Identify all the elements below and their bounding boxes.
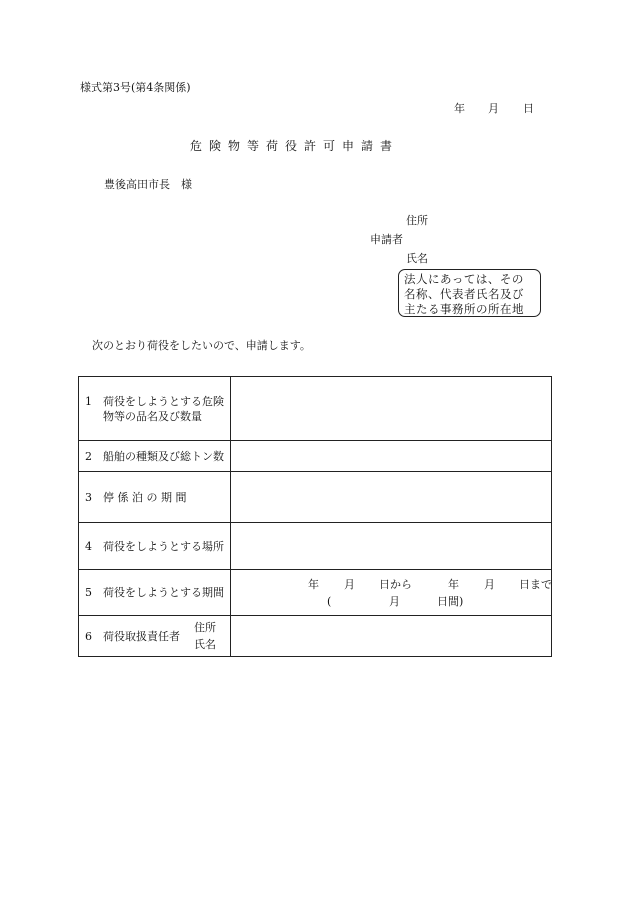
date-year-label: 年 (454, 102, 465, 115)
row-number: 1 (85, 394, 92, 408)
corporate-note (404, 272, 524, 317)
application-table (78, 376, 552, 657)
row-label (79, 441, 231, 472)
form-number: 様式第3号(第4条関係) (80, 81, 191, 94)
handling-manager-field[interactable] (231, 616, 552, 657)
row-label-text: 船舶の種類及び総トン数 (103, 449, 224, 463)
period-from-year: 年 (308, 577, 319, 591)
row-label-text: 荷役取扱責任者 (103, 629, 180, 643)
row-label (79, 570, 231, 616)
row-number: 5 (85, 586, 92, 599)
handling-period-field[interactable] (231, 570, 552, 616)
applicant-address-label: 住所 (406, 214, 428, 227)
table-row (79, 616, 552, 657)
corporate-note-line: 名称、代表者氏名及び (404, 287, 524, 301)
period-span-month: 月 (389, 594, 400, 608)
date-day-label: 日 (523, 102, 534, 115)
table-row (79, 441, 552, 472)
row-label (79, 472, 231, 523)
period-from-month: 月 (344, 577, 355, 591)
applicant-label: 申請者 (370, 233, 403, 246)
applicant-name-label: 氏名 (406, 252, 428, 265)
period-span-day: 日間) (437, 594, 464, 608)
manager-name-label: 氏名 (194, 638, 216, 651)
period-to-day: 日まで (519, 577, 552, 591)
table-row (79, 523, 552, 570)
corporate-note-line: 法人にあっては、その (404, 272, 524, 286)
vessel-type-tonnage-field[interactable] (231, 441, 552, 472)
row-label-text: 停 係 泊 の 期 間 (103, 490, 187, 504)
table-row (79, 377, 552, 441)
manager-address-label: 住所 (194, 621, 216, 634)
row-number: 6 (85, 629, 92, 643)
row-label (79, 616, 231, 657)
date-month-label: 月 (488, 102, 499, 115)
period-to-month: 月 (484, 577, 495, 591)
row-label (79, 377, 231, 441)
row-number: 2 (85, 449, 92, 463)
handling-place-field[interactable] (231, 523, 552, 570)
corporate-note-line: 主たる事務所の所在地 (404, 302, 524, 316)
row-label-text: 荷役をしようとする場所 (103, 539, 224, 553)
row-number: 4 (85, 539, 92, 553)
hazardous-goods-field[interactable] (231, 377, 552, 441)
mooring-period-field[interactable] (231, 472, 552, 523)
document-title: 危険物等荷役許可申請書 (190, 139, 400, 153)
row-number: 3 (85, 490, 92, 504)
intro-text: 次のとおり荷役をしたいので、申請します。 (92, 339, 311, 352)
addressee: 豊後高田市長 様 (104, 178, 192, 191)
row-label-text: 荷役をしようとする危険物等の品名及び数量 (103, 394, 224, 423)
period-open-paren: ( (327, 594, 332, 608)
period-from-day: 日から (379, 577, 412, 591)
row-label-text: 荷役をしようとする期間 (103, 586, 224, 599)
period-to-year: 年 (448, 577, 459, 591)
table-row (79, 570, 552, 616)
row-label (79, 523, 231, 570)
table-row (79, 472, 552, 523)
